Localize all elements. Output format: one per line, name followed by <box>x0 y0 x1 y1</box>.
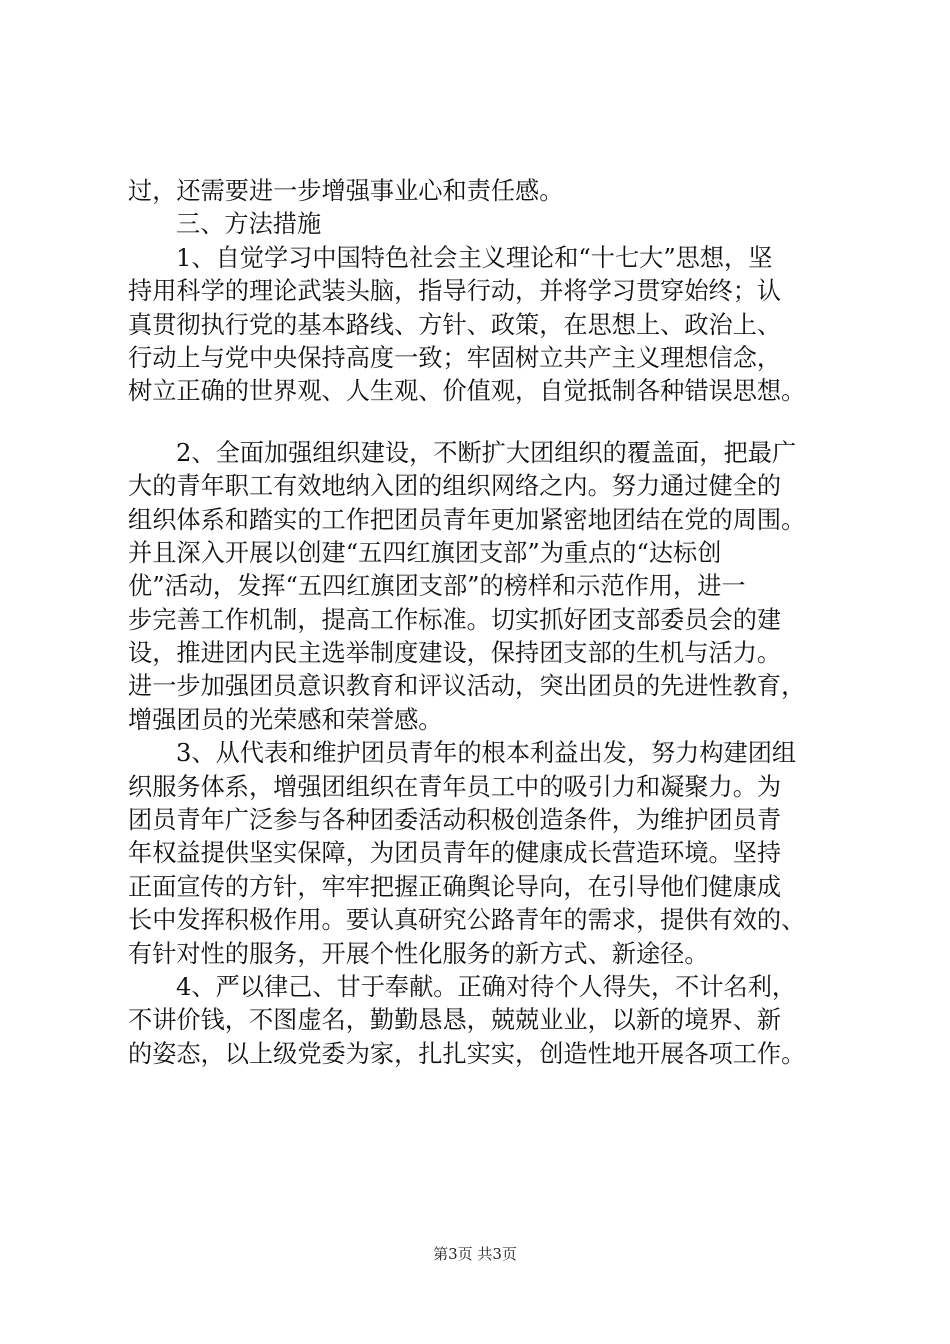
text-line: 优”活动，发挥“五四红旗团支部”的榜样和示范作用，进一 <box>128 572 746 601</box>
text-line: 4、严以律己、甘于奉献。正确对待个人得失，不计名利， <box>176 972 797 1001</box>
text-line: 增强团员的光荣感和荣誉感。 <box>128 705 443 734</box>
page-number-label: 第3页 共3页 <box>433 1245 517 1263</box>
text-line: 不讲价钱，不图虚名，勤勤恳恳，兢兢业业，以新的境界、新 <box>128 1006 782 1035</box>
text-line: 2、全面加强组织建设，不断扩大团组织的覆盖面，把最广 <box>176 438 797 467</box>
text-line: 长中发挥积极作用。要认真研究公路青年的需求，提供有效的、 <box>128 906 806 935</box>
text-line: 过，还需要进一步增强事业心和责任感。 <box>128 177 564 205</box>
text-line: 年权益提供坚实保障，为团员青年的健康成长营造环境。坚持 <box>128 839 782 868</box>
text-line: 3、从代表和维护团员青年的根本利益出发，努力构建团组 <box>176 739 797 768</box>
text-line: 大的青年职工有效地纳入团的组织网络之内。努力通过健全的 <box>128 472 782 501</box>
text-line: 持用科学的理论武装头脑，指导行动，并将学习贯穿始终；认 <box>128 277 782 306</box>
text-line: 团员青年广泛参与各种团委活动积极创造条件，为维护团员青 <box>128 806 782 835</box>
document-body <box>128 175 853 1071</box>
text-line: 正面宣传的方针，牢牢把握正确舆论导向，在引导他们健康成 <box>128 872 782 901</box>
text-line: 进一步加强团员意识教育和评议活动，突出团员的先进性教育， <box>128 672 806 701</box>
text-line: 真贯彻执行党的基本路线、方针、政策，在思想上、政治上、 <box>128 310 782 339</box>
text-line: 的姿态，以上级党委为家，扎扎实实，创造性地开展各项工作。 <box>128 1039 806 1068</box>
page-footer <box>0 1244 950 1264</box>
text-line: 1、自觉学习中国特色社会主义理论和“十七大”思想，坚 <box>176 243 773 272</box>
paragraph-gap <box>128 409 853 437</box>
text-line: 组织体系和踏实的工作把团员青年更加紧密地团结在党的周围。 <box>128 505 806 534</box>
text-line: 织服务体系，增强团组织在青年员工中的吸引力和凝聚力。为 <box>128 772 782 801</box>
text-line: 树立正确的世界观、人生观、价值观，自觉抵制各种错误思想。 <box>128 377 806 406</box>
text-line: 设，推进团内民主选举制度建设，保持团支部的生机与活力。 <box>128 639 782 668</box>
text-line: 并且深入开展以创建“五四红旗团支部”为重点的“达标创 <box>128 538 722 567</box>
section-heading: 三、方法措施 <box>176 210 322 239</box>
text-line: 行动上与党中央保持高度一致；牢固树立共产主义理想信念， <box>128 343 782 372</box>
text-line: 步完善工作机制，提高工作标准。切实抓好团支部委员会的建 <box>128 605 782 634</box>
text-line: 有针对性的服务，开展个性化服务的新方式、新途径。 <box>128 939 709 968</box>
